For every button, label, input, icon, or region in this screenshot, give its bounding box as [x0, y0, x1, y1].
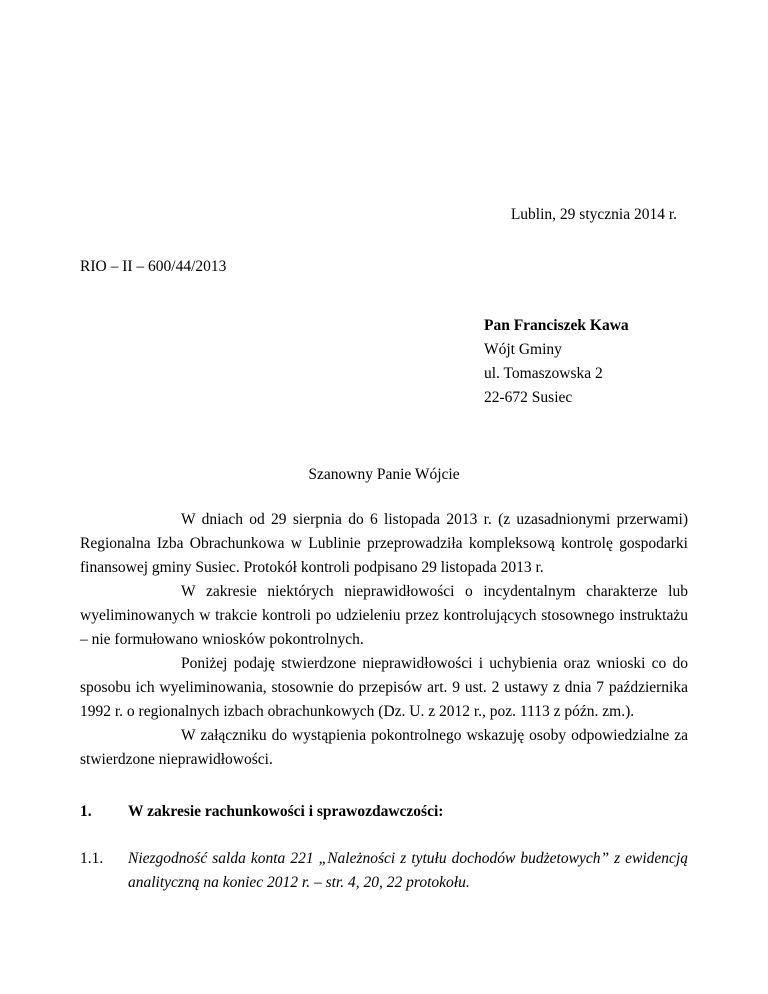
paragraph: W zakresie niektórych nieprawidłowości o incydentalnym charakterze lub wyeliminowanych w trakcie kontroli po udzieleniu przez kontrolujących stosownego instruktażu – nie formułowano wniosków pokontrolnych. — [80, 583, 688, 648]
addressee-postal-city: 22-672 Susiec — [484, 389, 573, 406]
section-number: 1. — [80, 803, 92, 820]
date-line: Lublin, 29 stycznia 2014 r. — [510, 206, 677, 223]
subsection-text: Niezgodność salda konta 221 „Należności z tytułu dochodów budżetowych” z ewidencją analityczną na koniec 2012 r. – str. 4, 20, 22 protokołu. — [128, 850, 688, 891]
salutation: Szanowny Panie Wójcie — [308, 466, 460, 483]
addressee-street: ul. Tomaszowska 2 — [484, 365, 603, 382]
subsection-number: 1.1. — [80, 850, 104, 867]
paragraph: Poniżej podaję stwierdzone nieprawidłowości i uchybienia oraz wnioski co do sposobu ich wyeliminowania, stosownie do przepisów art. 9 ust. 2 ustawy z dnia 7 października 1992 r. o regionalnych izbach obrachunkowych (Dz. U. z 2012 r., poz. 1113 z późn. zm.). — [80, 655, 688, 720]
section-title: W zakresie rachunkowości i sprawozdawczości: — [128, 803, 444, 820]
paragraph: W załączniku do wystąpienia pokontrolnego wskazuję osoby odpowiedzialne za stwierdzone nieprawidłowości. — [80, 727, 688, 768]
subsection-item — [80, 847, 688, 895]
addressee-title: Wójt Gminy — [484, 341, 562, 358]
findings-intro-block — [80, 652, 688, 772]
paragraph: W dniach od 29 sierpnia do 6 listopada 2013 r. (z uzasadnionymi przerwami) Regionalna Izba Obrachunkowa w Lublinie przeprowadziła kompleksową kontrolę gospodarki finansowej gminy Susiec. Protokół kontroli podpisano 29 listopada 2013 r. — [80, 511, 688, 576]
addressee-block — [484, 314, 629, 410]
section-heading — [80, 803, 443, 821]
reference-number: RIO – II – 600/44/2013 — [80, 258, 227, 275]
addressee-name: Pan Franciszek Kawa — [484, 317, 629, 334]
intro-block — [80, 508, 688, 652]
